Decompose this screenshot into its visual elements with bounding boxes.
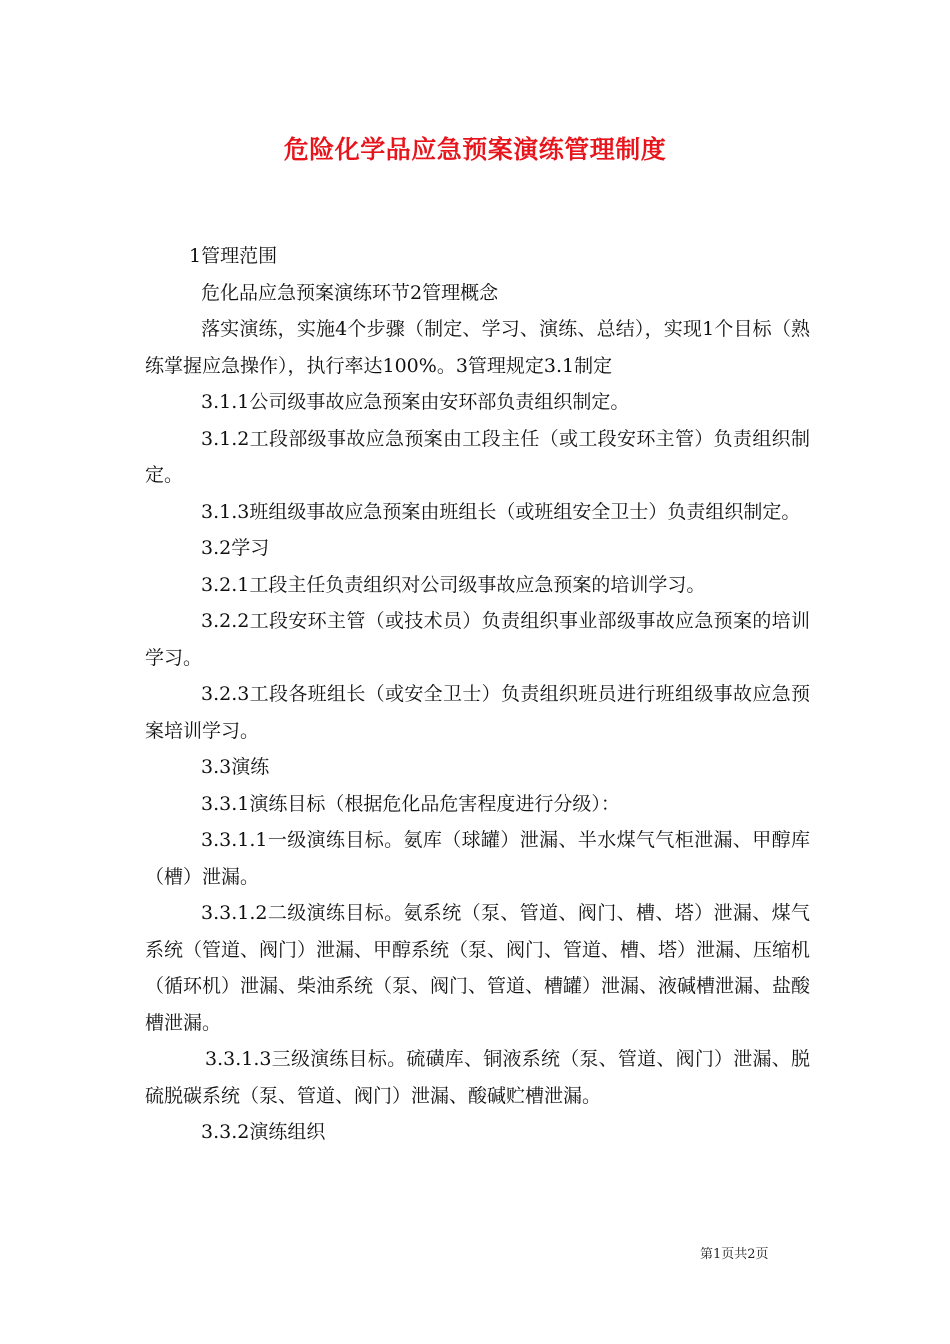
paragraph-3-1-2: 3.1.2工段部级事故应急预案由工段主任（或工段安环主管）负责组织制定。 [145, 427, 810, 486]
paragraph-3-3: 3.3演练 [201, 756, 270, 778]
paragraph-concept: 危化品应急预案演练环节2管理概念 [201, 281, 499, 304]
paragraph-3-3-2: 3.3.2演练组织 [201, 1121, 326, 1143]
document-title: 危险化学品应急预案演练管理制度 [283, 135, 667, 164]
paragraph-implementation: 落实演练，实施4个步骤（制定、学习、演练、总结），实现1个目标（熟练掌握应急操作），执行率达100%。3管理规定3.1制定 [145, 318, 810, 377]
document-body [145, 238, 810, 1151]
page-number: 第1页共2页 [700, 1247, 769, 1262]
paragraph-3-2-3: 3.2.3工段各班组长（或安全卫士）负责组织班员进行班组级事故应急预案培训学习。 [145, 683, 810, 742]
paragraph-3-3-1-2: 3.3.1.2二级演练目标。氨系统（泵、管道、阀门、槽、塔）泄漏、煤气系统（管道、阀门）泄漏、甲醇系统（泵、阀门、管道、槽、塔）泄漏、压缩机（循环机）泄漏、柴油系统（泵、阀门、管道、槽罐）泄漏、液碱槽泄漏、盐酸槽泄漏。 [145, 902, 811, 1034]
paragraph-3-2-2: 3.2.2工段安环主管（或技术员）负责组织事业部级事故应急预案的培训学习。 [145, 610, 810, 669]
paragraph-3-2-1: 3.2.1工段主任负责组织对公司级事故应急预案的培训学习。 [201, 573, 706, 596]
paragraph-3-2: 3.2学习 [201, 537, 270, 559]
paragraph-3-1-3: 3.1.3班组级事故应急预案由班组长（或班组安全卫士）负责组织制定。 [201, 500, 801, 523]
paragraph-scope: 1管理范围 [189, 245, 278, 267]
paragraph-3-1-1: 3.1.1公司级事故应急预案由安环部负责组织制定。 [201, 391, 630, 413]
paragraph-3-3-1-1: 3.3.1.1一级演练目标。氨库（球罐）泄漏、半水煤气气柜泄漏、甲醇库（槽）泄漏。 [145, 829, 810, 888]
paragraph-3-3-1-3: 3.3.1.3三级演练目标。硫磺库、铜液系统（泵、管道、阀门）泄漏、脱硫脱碳系统（泵、管道、阀门）泄漏、酸碱贮槽泄漏。 [145, 1048, 810, 1107]
paragraph-3-3-1: 3.3.1演练目标（根据危化品危害程度进行分级）： [201, 792, 620, 815]
